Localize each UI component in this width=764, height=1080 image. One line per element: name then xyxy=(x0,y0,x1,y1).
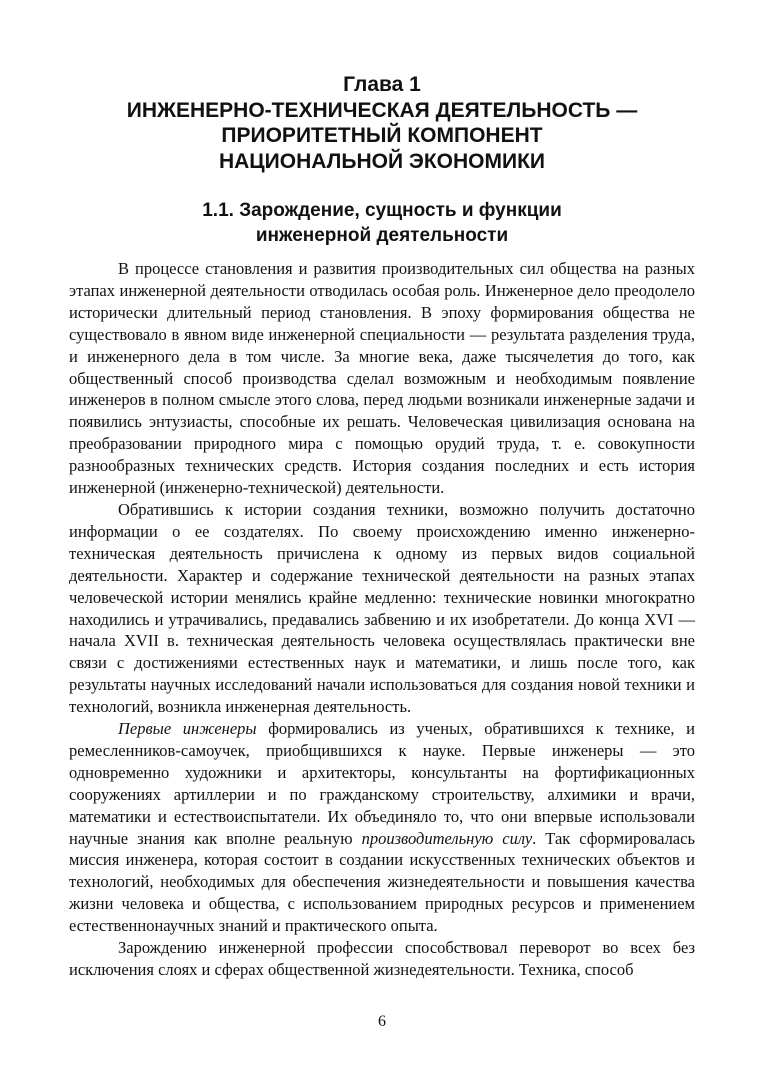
paragraph-4: Зарождению инженерной профессии способствовал переворот во всех без исключения слоях и сферах общественной жизнедеятельности. Техника, способ xyxy=(69,938,695,979)
paragraph-1: В процессе становления и развития производительных сил общества на разных этапах инженерной деятельности отводилась особая роль. Инженерное дело преодолело исторически длительный период становления. В эпоху формирования общества не существовало в явном виде инженерной специальности — результата разделения труда, и инженерного дела в том числе. За многие века, даже тысячелетия до того, как общественный способ производства сделал возможным и необходимым появление инженеров в полном смысле этого слова, перед людьми возникали инженерные задачи и появились энтузиасты, способные их решать. Человеческая цивилизация основана на преобразовании природного мира с помощью орудий труда, т. е. совокупности разнообразных технических средств. История создания последних и есть история инженерной (инженерно-технической) деятельности. xyxy=(69,259,695,498)
paragraph-2: Обратившись к истории создания техники, возможно получить достаточно информации о ее создателях. По своему происхождению именно инженерно-техническая деятельность причислена к одному из первых видов социальной деятельности. Характер и содержание технической деятельности на разных этапах человеческой истории менялись крайне медленно: технические новинки многократно находились и утрачивались, предавались забвению и их изобретатели. До конца XVI — начала XVII в. техническая деятельность человека осуществлялась практически вне связи с достижениями естественных наук и математики, и лишь после того, как результаты научных исследований начали использоваться для создания новой техники и технологий, возникла инженерная деятельность. xyxy=(69,499,695,717)
term-productive-force: производительную силу xyxy=(361,828,533,848)
term-first-engineers: Первые инженеры xyxy=(118,719,257,739)
chapter-title-line-3: НАЦИОНАЛЬНОЙ ЭКОНОМИКИ xyxy=(218,149,546,173)
paragraph-3-text-2: . Так сформировалась миссия инженера, которая состоит в создании искусственных технических объектов и технологий, необходимых для обеспечения жизнедеятельности и повышения качества жизни человека и общества, с использованием природных ресурсов и применением естественнонаучных знаний и практического опыта. xyxy=(69,828,695,936)
section-title-line-1: 1.1. Зарождение, сущность и функции xyxy=(202,200,562,221)
page-number: 6 xyxy=(378,1013,386,1030)
chapter-title-line-2: ПРИОРИТЕТНЫЙ КОМПОНЕНТ xyxy=(221,124,543,147)
chapter-label: Глава 1 xyxy=(343,73,421,96)
paragraph-3-text-1: формировались из ученых, обратившихся к технике, и ремесленников-самоучек, приобщившихся к науке. Первые инженеры — это одновременно художники и архитекторы, консультанты на фортификационных сооружениях артиллерии и по гражданскому строительству, алхимики и врачи, математики и естествоиспытатели. Их объединяло то, что они впервые использовали научные знания как вполне реальную xyxy=(69,719,695,848)
body-text xyxy=(69,258,695,981)
paragraph-3 xyxy=(69,718,695,937)
chapter-title xyxy=(60,72,704,174)
section-title xyxy=(60,198,704,248)
chapter-title-line-1: ИНЖЕНЕРНО-ТЕХНИЧЕСКАЯ ДЕЯТЕЛЬНОСТЬ — xyxy=(126,98,638,122)
section-title-line-2: инженерной деятельности xyxy=(255,225,509,246)
